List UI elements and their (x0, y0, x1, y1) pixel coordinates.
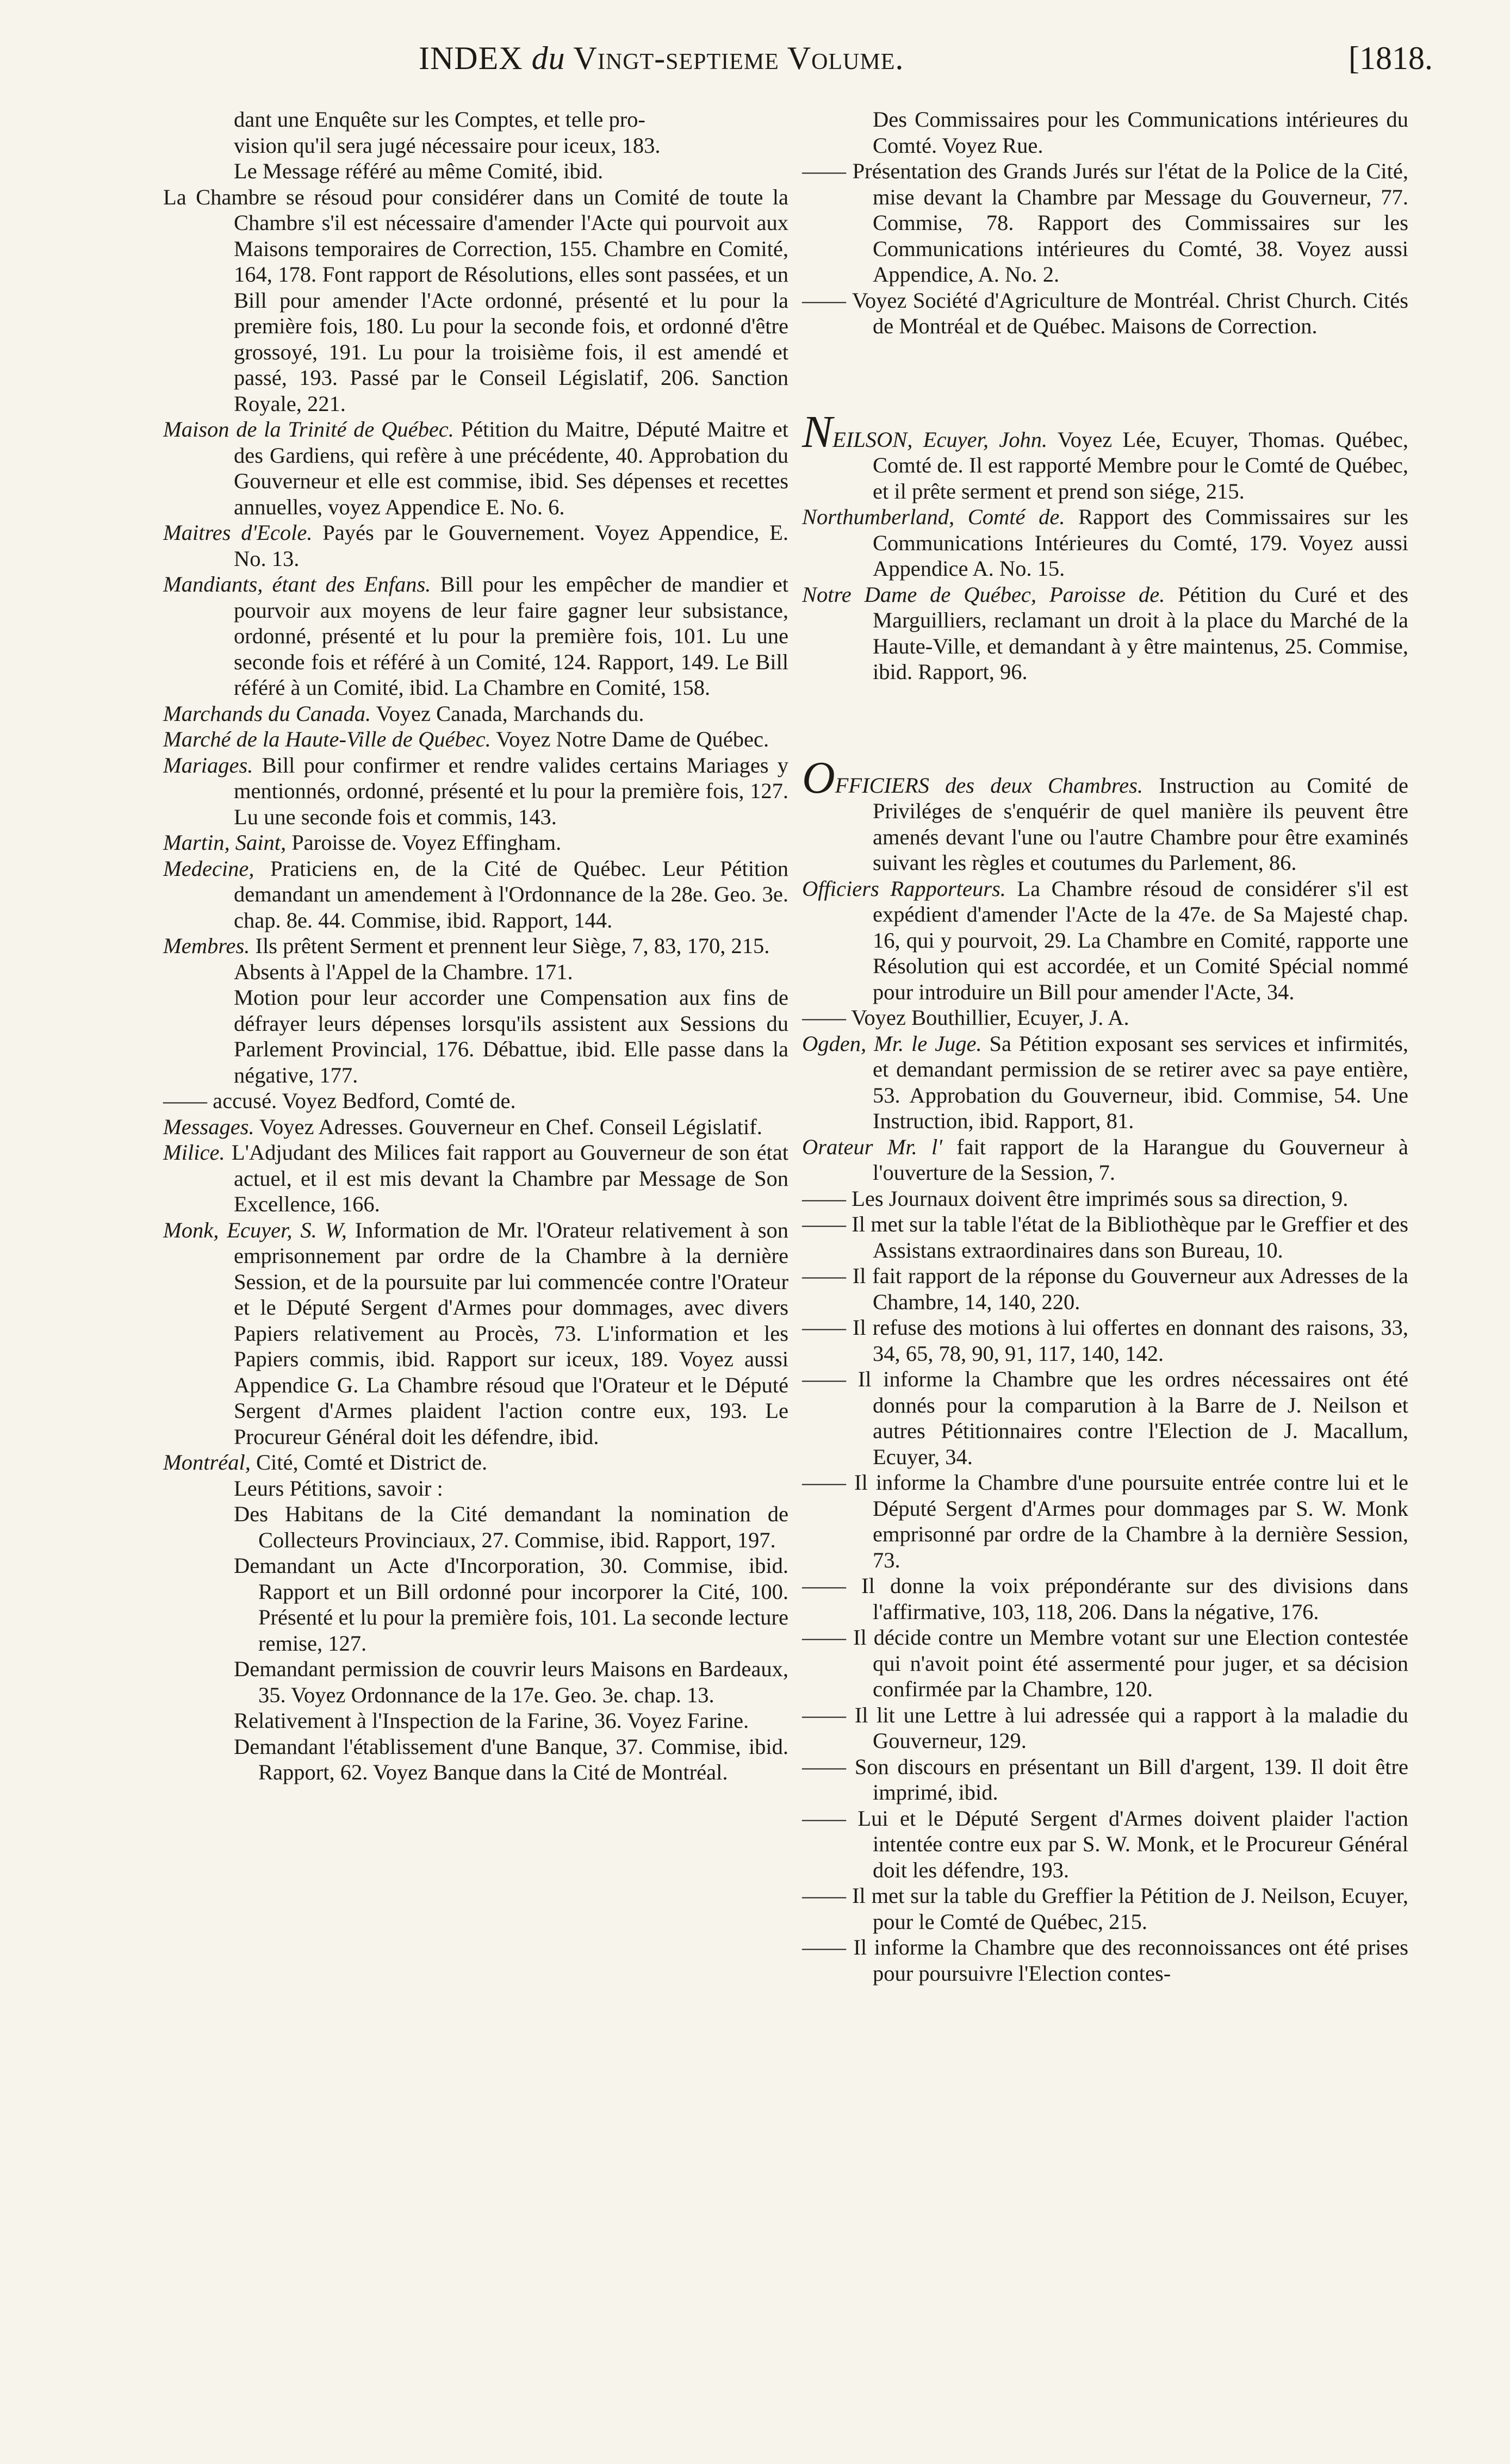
entry-heading: Messages. (163, 1114, 254, 1139)
index-entry (163, 520, 788, 571)
entry-text: vision qu'il sera jugé nécessaire pour iceux, 183. (234, 133, 661, 158)
index-entry (163, 752, 788, 830)
entry-heading: Marchands du Canada. (163, 701, 371, 726)
index-entry (163, 1140, 788, 1217)
title-index: INDEX (419, 40, 532, 76)
title-du: du (531, 40, 566, 76)
entry-heading: Membres. (163, 934, 250, 958)
entry-text: Le Message référé au même Comité, ibid. (234, 159, 604, 183)
entry-text: fait rapport de la Harangue du Gouverneur à l'ouverture de la Session, 7. (873, 1134, 1409, 1185)
entry-heading: EILSON, Ecuyer, John. (832, 427, 1048, 452)
index-entry (163, 856, 788, 934)
index-entry (163, 1114, 788, 1140)
index-entry (802, 1263, 1408, 1315)
entry-text: Absents à l'Appel de la Chambre. 171. (234, 959, 573, 984)
running-title (419, 34, 904, 83)
index-entry (163, 1734, 788, 1785)
index-entry (802, 406, 1408, 505)
index-entry (163, 1476, 788, 1502)
entry-text: Bill pour confirmer et rendre valides certains Mariages y mentionnés, ordonné, présenté et lu pour la première fois, 127. Lu une seconde fois et commis, 143. (234, 752, 788, 829)
entry-heading: Milice. (163, 1140, 225, 1165)
index-entry (163, 184, 788, 417)
index-entry (802, 752, 1408, 876)
index-entry (802, 582, 1408, 685)
entry-text: Praticiens en, de la Cité de Québec. Leur Pétition demandant un amendement à l'Ordonnance de la 28e. Geo. 3e. chap. 8e. 44. Commise, ibid. Rapport, 144. (234, 856, 788, 932)
entry-text: —— Il met sur la table l'état de la Bibliothèque par le Greffier et des Assistans extraordinaires dans son Bureau, 10. (802, 1212, 1408, 1262)
entry-heading: FFICIERS des deux Chambres. (835, 773, 1144, 798)
entry-text: —— Lui et le Député Sergent d'Armes doivent plaider l'action intentée contre eux par S. W. Monk, et le Procureur Général doit les défendre, 193. (802, 1806, 1408, 1882)
index-entry (802, 1883, 1408, 1934)
entry-text: Payés par le Gouvernement. Voyez Appendice, E. No. 13. (234, 520, 788, 571)
entry-heading: Montréal, (163, 1450, 251, 1474)
left-column (163, 107, 788, 1785)
entry-heading: Ogden, Mr. le Juge. (802, 1031, 982, 1056)
index-entry (163, 158, 788, 184)
page-year: [1818. (1349, 40, 1433, 76)
entry-heading: Mandiants, étant des Enfans. (163, 572, 431, 596)
entry-text: Information de Mr. l'Orateur relativement à son emprisonnement par ordre de la Chambre à la dernière Session, et de la poursuite par lui commencée contre l'Orateur et le Député Sergent d'Armes pour dommages, avec divers Papiers relativement au Procès, 73. L'information et les Papiers commis, ibid. Rapport sur iceux, 189. Voyez aussi Appendice G. La Chambre résoud que l'Orateur et le Député Sergent d'Armes plaident l'action contre eux, 193. Le Procureur Général doit les défendre, ibid. (234, 1217, 788, 1449)
entry-heading: Martin, Saint, (163, 830, 287, 855)
drop-initial: O (802, 752, 835, 803)
section-gap (802, 361, 1408, 394)
index-entry (802, 1573, 1408, 1625)
entry-heading: Maitres d'Ecole. (163, 520, 313, 545)
entry-heading: Medecine, (163, 856, 254, 881)
index-entry (802, 1366, 1408, 1470)
index-entry (802, 876, 1408, 1005)
entry-text: Instruction au Comité de Priviléges de s'enquérir de quel manière ils peuvent être amenés devant l'une ou l'autre Chambre pour être examinés suivant les règles et coutumes du Parlement, 86. (873, 773, 1408, 875)
index-entry (802, 1625, 1408, 1702)
entry-text: Leurs Pétitions, savoir : (234, 1476, 443, 1501)
entry-text: Voyez Adresses. Gouverneur en Chef. Conseil Législatif. (254, 1114, 762, 1139)
index-entry (163, 933, 788, 959)
index-entry (802, 1934, 1408, 1986)
section-gap (802, 707, 1408, 739)
index-entry (802, 1186, 1408, 1212)
index-entry (163, 1656, 788, 1708)
index-entry (802, 288, 1408, 339)
entry-text: —— Les Journaux doivent être imprimés sous sa direction, 9. (802, 1186, 1349, 1211)
entry-text: Bill pour les empêcher de mandier et pourvoir aux moyens de leur faire gagner leur subsistance, ordonné, présenté et lu pour la première fois, 101. Lu une seconde fois et référé à un Comité, 124. Rapport, 149. Le Bill référé à un Comité, ibid. La Chambre en Comité, 158. (234, 572, 788, 700)
drop-initial: N (802, 406, 833, 457)
entry-text: Relativement à l'Inspection de la Farine, 36. Voyez Farine. (234, 1708, 749, 1733)
entry-text: Sa Pétition exposant ses services et infirmités, et demandant permission de se retirer avec sa paye entière, 53. Approbation du Gouverneur, ibid. Commise, 54. Une Instruction, ibid. Rapport, 81. (873, 1031, 1408, 1133)
index-entry (802, 1754, 1408, 1806)
entry-heading: Northumberland, Comté de. (802, 505, 1065, 529)
index-entry (163, 1449, 788, 1476)
index-entry (802, 1702, 1408, 1754)
entry-heading: Mariages. (163, 752, 253, 777)
entry-text: Rapport des Commissaires sur les Communications Intérieures du Comté, 179. Voyez aussi Appendice A. No. 15. (873, 505, 1408, 581)
entry-text: La Chambre se résoud pour considérer dans un Comité de toute la Chambre s'il est nécessaire d'amender l'Acte qui pourvoit aux Maisons temporaires de Correction, 155. Chambre en Comité, 164, 178. Font rapport de Résolutions, elles sont passées, et un Bill pour amender l'Acte ordonné, présenté et lu pour la première fois, 180. Lu pour la seconde fois, et ordonné d'être grossoyé, 191. Lu pour la troisième fois, il est amendé et passé, 193. Passé par le Conseil Législatif, 206. Sanction Royale, 221. (163, 184, 788, 416)
index-entry (163, 107, 788, 133)
entry-text: —— Voyez Société d'Agriculture de Montréal. Christ Church. Cités de Montréal et de Québec. Maisons de Correction. (802, 288, 1408, 338)
entry-text: —— Il met sur la table du Greffier la Pétition de J. Neilson, Ecuyer, pour le Comté de Québec, 215. (802, 1883, 1408, 1934)
index-entry (163, 416, 788, 520)
entry-text: Des Habitans de la Cité demandant la nomination de Collecteurs Provinciaux, 27. Commise, ibid. Rapport, 197. (234, 1502, 788, 1552)
entry-text: —— Il informe la Chambre que les ordres nécessaires ont été donnés pour la comparution à la Barre de J. Neilson et autres Pétitionnaires contre l'Election de J. Macallum, Ecuyer, 34. (802, 1367, 1408, 1469)
entry-text: —— Il refuse des motions à lui offertes en donnant des raisons, 33, 34, 65, 78, 90, 91, 117, 140, 142. (802, 1315, 1408, 1366)
entry-heading: Officiers Rapporteurs. (802, 876, 1006, 901)
index-entry (802, 107, 1408, 158)
index-entry (163, 1217, 788, 1450)
index-entry (802, 158, 1408, 288)
index-entry (802, 1315, 1408, 1366)
index-entry (163, 726, 788, 752)
entry-text: Paroisse de. Voyez Effingham. (286, 830, 562, 855)
entry-heading: Monk, Ecuyer, S. W, (163, 1217, 347, 1242)
index-entry (802, 1470, 1408, 1573)
index-entry (802, 504, 1408, 582)
entry-heading: Maison de la Trinité de Québec. (163, 417, 454, 441)
entry-text: —— Il fait rapport de la réponse du Gouverneur aux Adresses de la Chambre, 14, 140, 220. (802, 1264, 1408, 1314)
index-entry (163, 701, 788, 727)
entry-text: —— Voyez Bouthillier, Ecuyer, J. A. (802, 1005, 1129, 1030)
entry-text: —— Il décide contre un Membre votant sur une Election contestée qui n'avoit point été assermenté pour juger, et sa décision confirmée par la Chambre, 120. (802, 1625, 1408, 1701)
index-entry (802, 1031, 1408, 1134)
index-entry (163, 1501, 788, 1553)
entry-text: Demandant l'établissement d'une Banque, 37. Commise, ibid. Rapport, 62. Voyez Banque dans la Cité de Montréal. (234, 1734, 788, 1784)
entry-text: Voyez Canada, Marchands du. (371, 701, 644, 726)
entry-text: Demandant permission de couvrir leurs Maisons en Bardeaux, 35. Voyez Ordonnance de la 17e. Geo. 3e. chap. 13. (234, 1657, 788, 1707)
entry-text: —— Présentation des Grands Jurés sur l'état de la Police de la Cité, mise devant la Chambre par Message du Gouverneur, 77. Commise, 78. Rapport des Commissaires sur les Communications intérieures du Comté, 38. Voyez aussi Appendice, A. No. 2. (802, 159, 1408, 287)
index-entry (163, 830, 788, 856)
index-entry (802, 1005, 1408, 1031)
entry-text: Cité, Comté et District de. (250, 1450, 488, 1474)
index-entry (163, 959, 788, 985)
entry-text: Pétition du Maitre, Député Maitre et des Gardiens, qui refère à une précédente, 40. Approbation du Gouverneur et elle est commise, ibid. Ses dépenses et recettes annuelles, voyez Appendice E. No. 6. (234, 417, 788, 519)
entry-text: —— Il informe la Chambre d'une poursuite entrée contre lui et le Député Sergent d'Armes pour dommages par S. W. Monk emprisonné par ordre de la Chambre à la dernière Session, 73. (802, 1470, 1408, 1572)
index-entry (163, 1088, 788, 1114)
title-volume: Vingt-septieme Volume. (565, 40, 904, 76)
right-column (802, 107, 1408, 1986)
entry-text: Des Commissaires pour les Communications intérieures du Comté. Voyez Rue. (873, 107, 1408, 158)
entry-text: Pétition du Curé et des Marguilliers, reclamant un droit à la place du Marché de la Haute-Ville, et demandant à y être maintenus, 25. Commise, ibid. Rapport, 96. (873, 582, 1408, 684)
entry-text: —— accusé. Voyez Bedford, Comté de. (163, 1088, 516, 1113)
index-entry (163, 985, 788, 1088)
entry-text: Ils prêtent Serment et prennent leur Siège, 7, 83, 170, 215. (250, 934, 770, 958)
index-entry (802, 1806, 1408, 1883)
entry-text: —— Il donne la voix prépondérante sur des divisions dans l'affirmative, 103, 118, 206. Dans la négative, 176. (802, 1573, 1408, 1624)
index-entry (802, 1211, 1408, 1263)
index-entry (163, 571, 788, 701)
entry-text: —— Il informe la Chambre que des reconnoissances ont été prises pour poursuivre l'Election contes- (802, 1935, 1408, 1986)
entry-text: L'Adjudant des Milices fait rapport au Gouverneur de son état actuel, et il est mis devant la Chambre par Message de Son Excellence, 166. (225, 1140, 788, 1216)
entry-heading: Orateur Mr. l' (802, 1134, 942, 1159)
index-entry (802, 1134, 1408, 1186)
entry-heading: Marché de la Haute-Ville de Québec. (163, 727, 491, 751)
index-entry (163, 133, 788, 159)
entry-text: Demandant un Acte d'Incorporation, 30. Commise, ibid. Rapport et un Bill ordonné pour incorporer la Cité, 100. Présenté et lu pour la première fois, 101. La seconde lecture remise, 127. (234, 1553, 788, 1656)
entry-text: Motion pour leur accorder une Compensation aux fins de défrayer leurs dépenses lorsqu'ils assistent aux Sessions du Parlement Provincial, 176. Débattue, ibid. Elle passe dans la négative, 177. (234, 985, 788, 1087)
index-entry (163, 1553, 788, 1656)
entry-text: —— Il lit une Lettre à lui adressée qui a rapport à la maladie du Gouverneur, 129. (802, 1702, 1408, 1753)
entry-text: dant une Enquête sur les Comptes, et telle pro- (234, 107, 645, 132)
page-header (0, 34, 1510, 94)
entry-text: Voyez Lée, Ecuyer, Thomas. Québec, Comté de. Il est rapporté Membre pour le Comté de Québec, et il prête serment et prend son siége, 215. (873, 427, 1408, 503)
entry-text: Voyez Notre Dame de Québec. (490, 727, 769, 751)
entry-text: —— Son discours en présentant un Bill d'argent, 139. Il doit être imprimé, ibid. (802, 1754, 1408, 1805)
index-entry (163, 1708, 788, 1734)
entry-text: La Chambre résoud de considérer s'il est expédient d'amender l'Acte de la 47e. de Sa Majesté chap. 16, qui y pourvoit, 29. La Chambre en Comité, rapporte une Résolution qui est accordée, et un Comité Spécial nommé pour introduire un Bill pour amender l'Acte, 34. (873, 876, 1408, 1004)
entry-heading: Notre Dame de Québec, Paroisse de. (802, 582, 1165, 607)
